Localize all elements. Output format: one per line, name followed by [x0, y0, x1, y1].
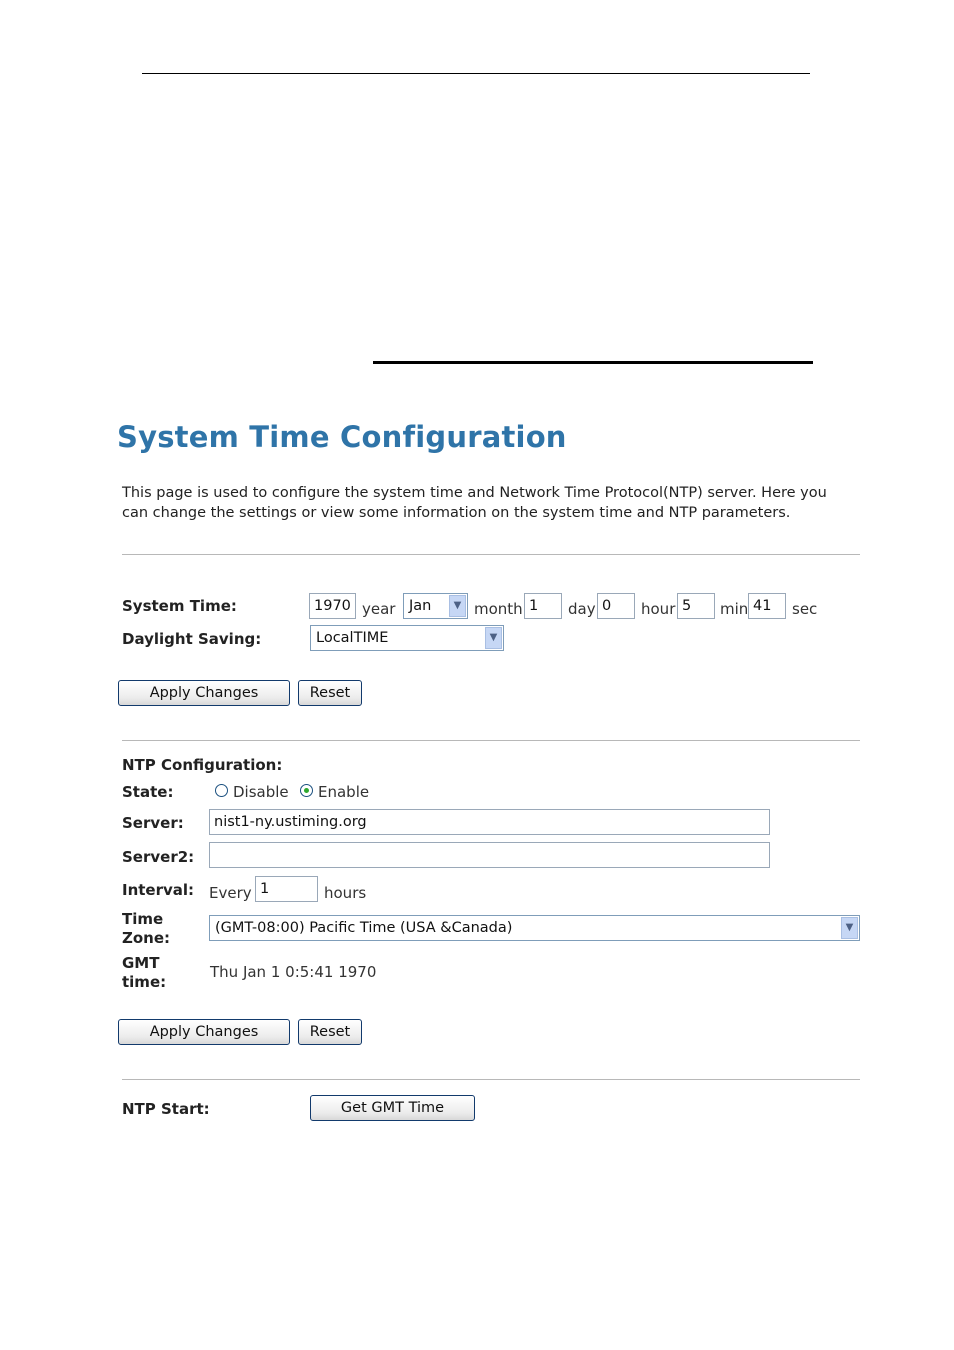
sec-unit: sec — [792, 600, 818, 618]
top-rule — [142, 73, 810, 74]
day-input[interactable]: 1 — [524, 593, 562, 619]
enable-label: Enable — [318, 783, 370, 801]
year-unit: year — [362, 600, 396, 618]
state-label: State: — [122, 783, 174, 801]
section-divider — [122, 554, 860, 555]
month-select[interactable] — [403, 593, 468, 619]
enable-radio[interactable] — [300, 784, 313, 797]
interval-unit: hours — [324, 884, 367, 902]
min-unit: min — [720, 600, 749, 618]
ntp-reset-button[interactable]: Reset — [298, 1019, 362, 1045]
server2-input[interactable] — [209, 842, 770, 868]
server-label: Server: — [122, 814, 184, 832]
gmt-label-line1: GMT — [122, 954, 160, 972]
page-description: This page is used to configure the system time and Network Time Protocol(NTP) server. Here you can change the settings or view some information on the system time and NTP parameters. — [122, 485, 827, 521]
ntp-config-heading: NTP Configuration: — [122, 756, 283, 774]
server-input[interactable]: nist1-ny.ustiming.org — [209, 809, 770, 835]
chevron-down-icon[interactable]: ▼ — [841, 917, 858, 939]
month-select-value: Jan — [409, 598, 432, 614]
day-unit: day — [568, 600, 596, 618]
hour-unit: hour — [641, 600, 676, 618]
hour-input[interactable]: 0 — [597, 593, 635, 619]
ntp-start-label: NTP Start: — [122, 1100, 210, 1118]
min-input[interactable]: 5 — [677, 593, 715, 619]
interval-input[interactable]: 1 — [255, 876, 318, 902]
section-divider — [122, 740, 860, 741]
server2-label: Server2: — [122, 848, 195, 866]
chevron-down-icon[interactable]: ▼ — [449, 595, 466, 617]
system-time-label: System Time: — [122, 597, 237, 615]
sec-input[interactable]: 41 — [748, 593, 786, 619]
timezone-select[interactable] — [209, 915, 860, 941]
year-input[interactable]: 1970 — [309, 593, 356, 619]
ntp-apply-changes-button[interactable]: Apply Changes — [118, 1019, 290, 1045]
page-title: System Time Configuration — [117, 420, 567, 454]
month-unit: month — [474, 600, 523, 618]
timezone-label-line1: Time — [122, 910, 164, 928]
daylight-saving-value: LocalTIME — [316, 630, 389, 646]
disable-label: Disable — [233, 783, 289, 801]
chevron-down-icon[interactable]: ▼ — [485, 627, 502, 649]
gmt-label-line2: time: — [122, 973, 167, 991]
disable-radio[interactable] — [215, 784, 228, 797]
section-divider — [122, 1079, 860, 1080]
reset-button[interactable]: Reset — [298, 680, 362, 706]
interval-label: Interval: — [122, 881, 195, 899]
timezone-select-value: (GMT-08:00) Pacific Time (USA &Canada) — [215, 920, 513, 936]
get-gmt-time-button[interactable]: Get GMT Time — [310, 1095, 475, 1121]
apply-changes-button[interactable]: Apply Changes — [118, 680, 290, 706]
interval-prefix: Every — [209, 884, 252, 902]
timezone-label-line2: Zone: — [122, 929, 171, 947]
heading-rule — [373, 361, 813, 364]
daylight-saving-label: Daylight Saving: — [122, 630, 262, 648]
daylight-saving-select[interactable] — [310, 625, 504, 651]
gmt-time-value: Thu Jan 1 0:5:41 1970 — [210, 963, 377, 981]
